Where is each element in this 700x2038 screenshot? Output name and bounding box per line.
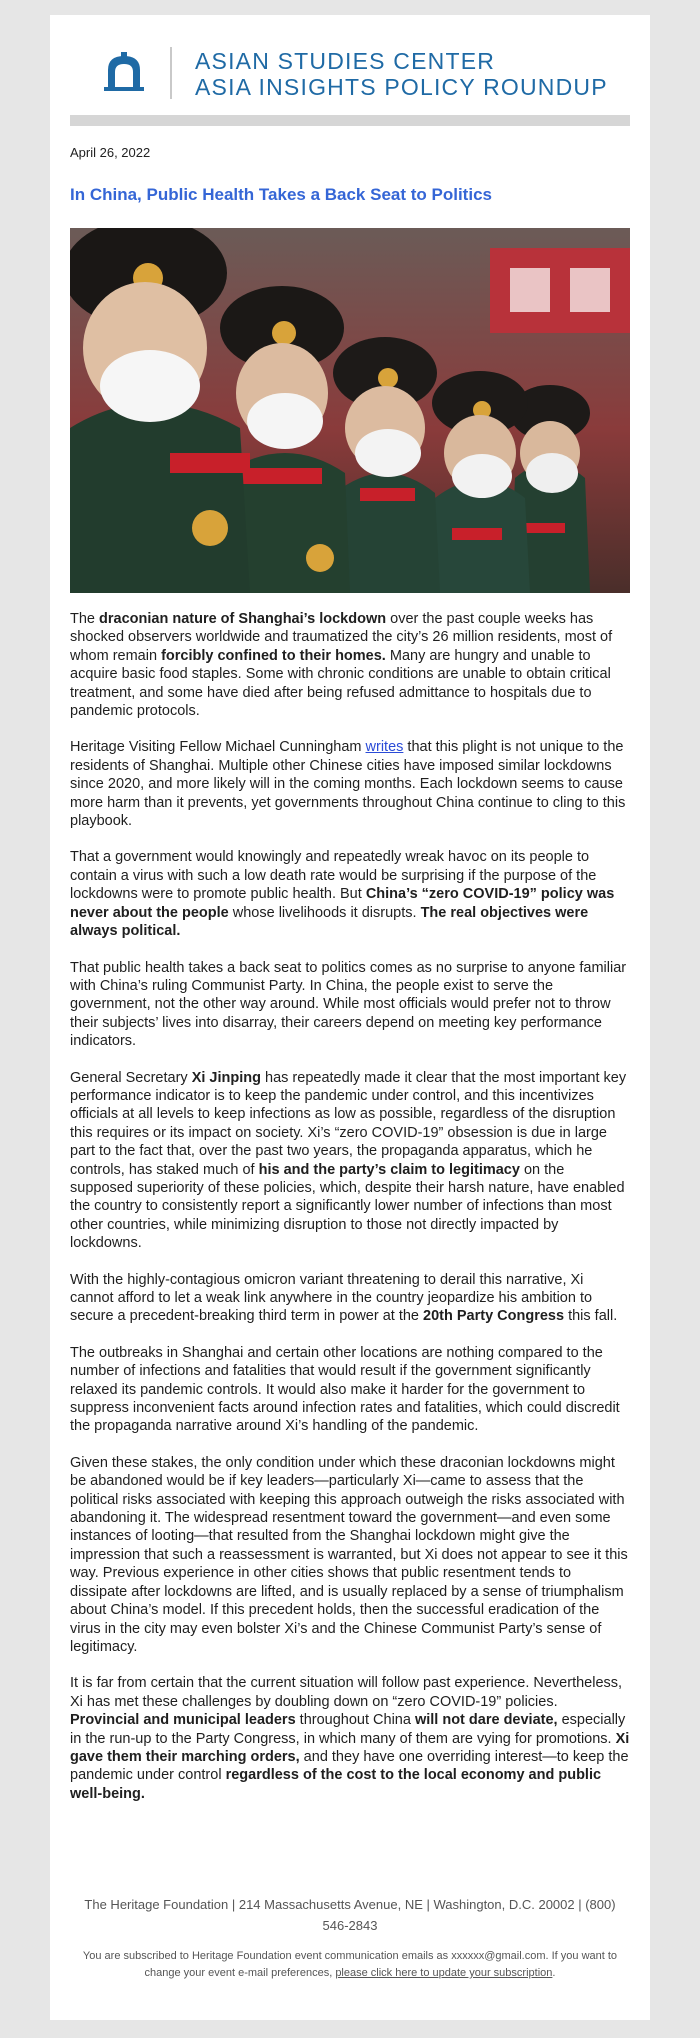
email-card bbox=[50, 15, 650, 2020]
article-date: April 26, 2022 bbox=[70, 145, 151, 160]
newsletter-header bbox=[50, 15, 650, 115]
article-body bbox=[70, 610, 630, 1821]
footer-subscription-notice: You are subscribed to Heritage Foundation event communication emails as xxxxxx@gmail.com. If you want to change your event e-mail preferences, please click here to update your subscription. bbox=[82, 1950, 618, 1979]
paragraph-2: Heritage Visiting Fellow Michael Cunningham writes that this plight is not unique to the residents of Shanghai. Multiple other Chinese cities have imposed similar lockdowns since 2020, and more likely will in the coming months. Each lockdown seems to cause more harm than it prevents, yet governments throughout China continue to cling to this playbook. bbox=[70, 739, 626, 830]
chinese-soldiers-wearing-masks-photo bbox=[70, 228, 630, 593]
paragraph-6: With the highly-contagious omicron variant threatening to derail this narrative, Xi cannot afford to let a weak link anywhere in the country jeopardize his ambition to secure a precedent-breaking third term in power at the 20th Party Congress this fall. bbox=[70, 1271, 618, 1325]
logo-divider bbox=[170, 47, 172, 99]
paragraph-1: The draconian nature of Shanghai’s lockdown over the past couple weeks has shocked observers worldwide and traumatized the city’s 26 million residents, most of whom remain forcibly confined to their homes. Many are hungry and unable to acquire basic food staples. Some with chronic conditions are unable to obtain critical treatment, and some have died after being refused admittance to hospitals due to pandemic protocols. bbox=[70, 611, 613, 720]
paragraph-5: General Secretary Xi Jinping has repeatedly made it clear that the most important key performance indicator is to keep the pandemic under control, and this incentivizes officials at all levels to keep infections as low as possible, regardless of the disruption this requires or its impact on society. Xi’s “zero COVID-19” obsession is due in large part to the fact that, over the past two years, the propaganda apparatus, which he controls, has staked much of his and the party’s claim to legitimacy on the supposed superiority of these policies, which, despite their harsh nature, have enabled the country to consistently report a significantly lower number of infections than most other countries, while minimizing disruption to those not directly impacted by lockdowns. bbox=[70, 1069, 627, 1252]
center-name: ASIAN STUDIES CENTER bbox=[195, 48, 496, 74]
newsletter-name: ASIA INSIGHTS POLICY ROUNDUP bbox=[195, 74, 608, 100]
header-divider-bar bbox=[70, 115, 630, 126]
paragraph-9: It is far from certain that the current situation will follow past experience. Nevertheless, Xi has met these challenges by doubling down on “zero COVID-19” policies. Provincial and municipal leaders throughout China will not dare deviate, especially in the run-up to the Party Congress, in which many of them are vying for promotions. Xi gave them their marching orders, and they have one overriding interest—to keep the pandemic under control regardless of the cost to the local economy and public well-being. bbox=[70, 1675, 630, 1802]
article-headline: In China, Public Health Takes a Back Seat to Politics bbox=[70, 185, 492, 204]
paragraph-3: That a government would knowingly and repeatedly wreak havoc on its people to contain a virus with such a low death rate would be surprising if the purpose of the lockdowns were to promote public health. But China’s “zero COVID-19” policy was never about the people whose livelihoods it disrupts. The real objectives were always political. bbox=[70, 849, 615, 940]
writes-link[interactable]: writes bbox=[365, 739, 404, 756]
paragraph-8: Given these stakes, the only condition under which these draconian lockdowns might be abandoned would be if key leaders—particularly Xi—came to assess that the political risks associated with keeping this approach outweigh the risks associated with abandoning it. The widespread resentment toward the government—and even some instances of looting—that resulted from the Shanghai lockdown might give the impression that such a reassessment is warranted, but Xi does not appear to see it this way. Previous experience in other cities shows that public resentment tends to dissipate after lockdowns are lifted, and is usually replaced by a sense of triumphalism about China’s model. If this precedent holds, then the successful eradication of the virus in the city may even bolster Xi’s and the Chinese Communist Party’s sense of legitimacy. bbox=[70, 1454, 628, 1655]
liberty-bell-icon bbox=[102, 52, 146, 92]
update-subscription-link[interactable]: please click here to update your subscription bbox=[335, 1967, 553, 1979]
paragraph-4: That public health takes a back seat to politics comes as no surprise to anyone familiar with China’s ruling Communist Party. In China, the people exist to serve the government, not the other way around. While most officials would prefer not to throw their subjects’ lives into disarray, their careers depend on meeting key performance indicators. bbox=[70, 959, 627, 1050]
footer-address: The Heritage Foundation | 214 Massachusetts Avenue, NE | Washington, D.C. 20002 | (800) 546-2843 bbox=[84, 1897, 616, 1933]
paragraph-7: The outbreaks in Shanghai and certain other locations are nothing compared to the number of infections and fatalities that would result if the government significantly relaxed its pandemic controls. It would also make it harder for the government to suppress inconvenient facts around infection rates and fatalities, which could discredit the propaganda narrative around Xi’s handling of the pandemic. bbox=[70, 1344, 620, 1435]
